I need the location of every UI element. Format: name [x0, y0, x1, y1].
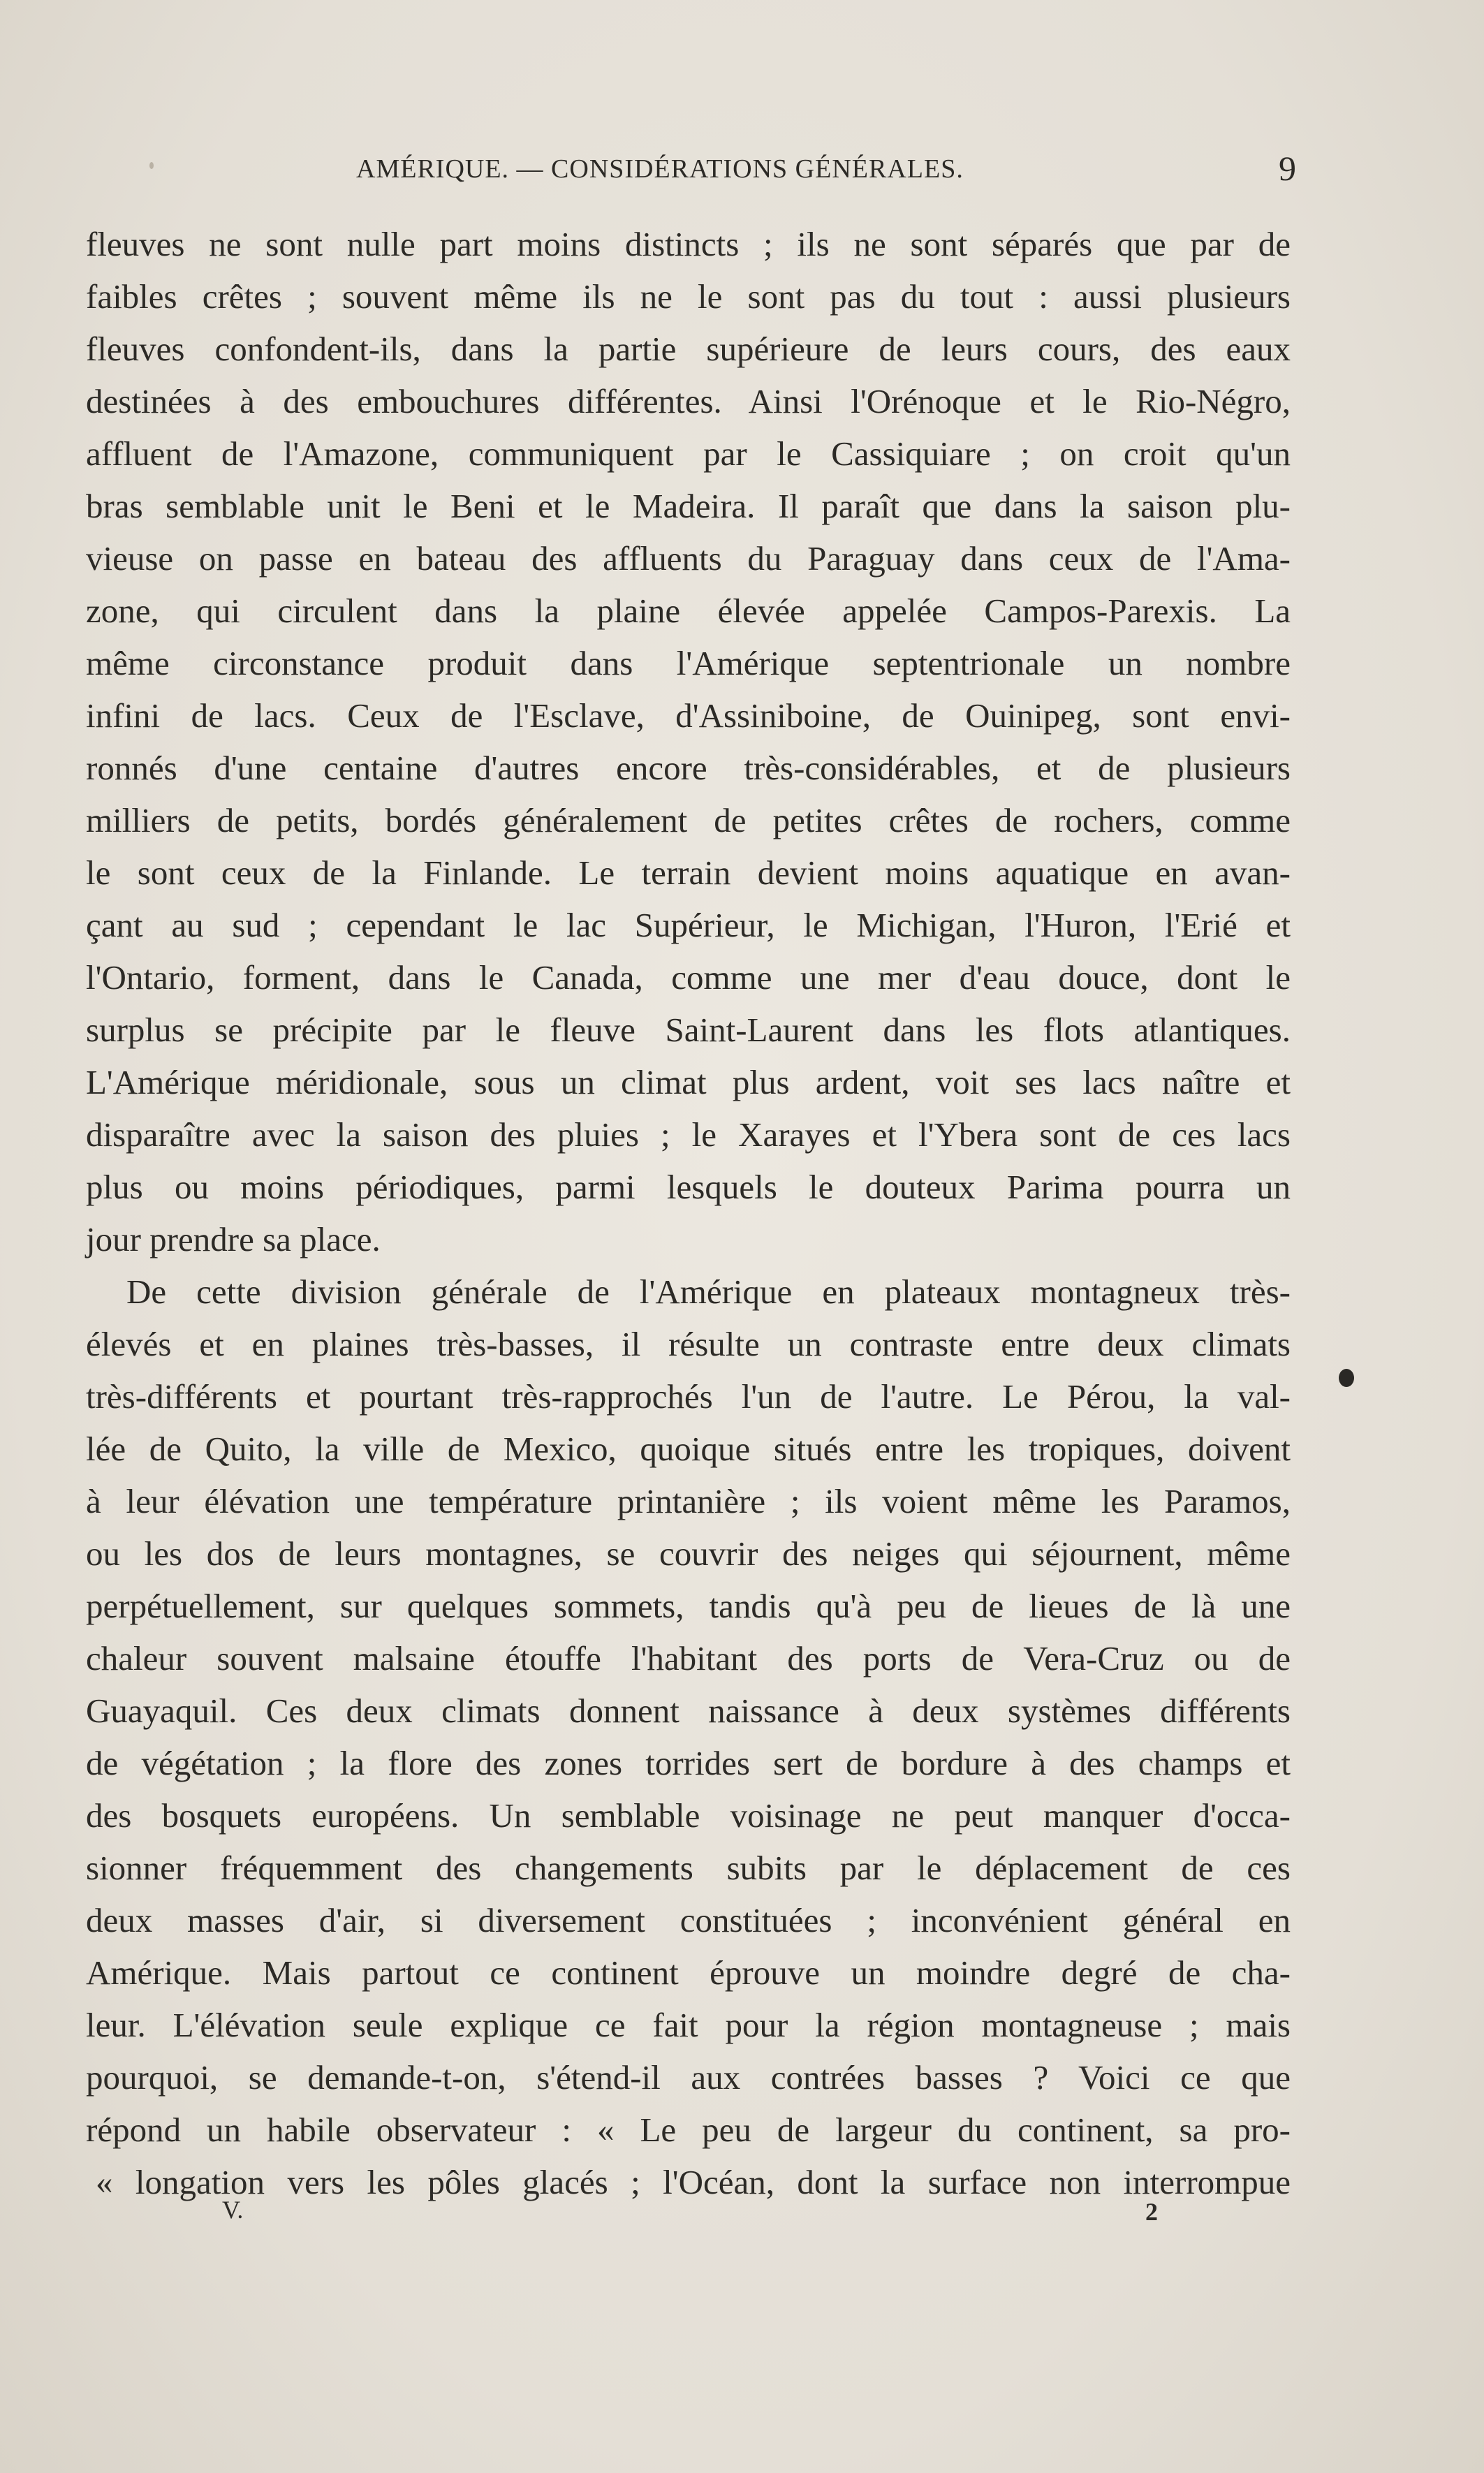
text-line: zone, qui circulent dans la plaine élevée appelée Campos-Parexis. La [86, 592, 1291, 630]
text-line: plus ou moins périodiques, parmi lesquels le douteux Parima pourra un [86, 1168, 1291, 1206]
text-line: fleuves ne sont nulle part moins distincts ; ils ne sont séparés que par de [86, 225, 1291, 263]
text-line: ronnés d'une centaine d'autres encore très-considérables, et de plusieurs [86, 749, 1291, 787]
text-line: lée de Quito, la ville de Mexico, quoique situés entre les tropiques, doivent [86, 1430, 1291, 1468]
running-header [356, 148, 1303, 190]
text-line: leur. L'élévation seule explique ce fait pour la région montagneuse ; mais [86, 2006, 1291, 2044]
text-line: surplus se précipite par le fleuve Saint-Laurent dans les flots atlantiques. [86, 1011, 1291, 1049]
running-title: AMÉRIQUE. — CONSIDÉRATIONS GÉNÉRALES. [356, 154, 964, 184]
text-line: pourquoi, se demande-t-on, s'étend-il aux contrées basses ? Voici ce que [86, 2058, 1291, 2097]
text-line: L'Amérique méridionale, sous un climat plus ardent, voit ses lacs naître et [86, 1063, 1291, 1101]
text-line: fleuves confondent-ils, dans la partie supérieure de leurs cours, des eaux [86, 330, 1291, 368]
text-line: l'Ontario, forment, dans le Canada, comme une mer d'eau douce, dont le [86, 958, 1291, 997]
text-line: Amérique. Mais partout ce continent éprouve un moindre degré de cha- [86, 1953, 1291, 1992]
text-line: vieuse on passe en bateau des affluents du Paraguay dans ceux de l'Ama- [86, 539, 1291, 578]
ink-dot [1339, 1369, 1354, 1387]
signature-mark: V. [222, 2196, 244, 2224]
paper-stain [149, 162, 154, 169]
text-line: bras semblable unit le Beni et le Madeira. Il paraît que dans la saison plu- [86, 487, 1291, 525]
text-line: ou les dos de leurs montagnes, se couvrir des neiges qui séjournent, même [86, 1534, 1291, 1573]
text-line: milliers de petits, bordés généralement de petites crêtes de rochers, comme [86, 801, 1291, 839]
text-line: deux masses d'air, si diversement constituées ; inconvénient général en [86, 1901, 1291, 1939]
text-line: à leur élévation une température printanière ; ils voient même les Paramos, [86, 1482, 1291, 1520]
text-line: çant au sud ; cependant le lac Supérieur, le Michigan, l'Huron, l'Erié et [86, 906, 1291, 944]
sheet-number: 2 [1145, 2198, 1158, 2226]
text-line: infini de lacs. Ceux de l'Esclave, d'Assiniboine, de Ouinipeg, sont envi- [86, 696, 1291, 735]
text-line: des bosquets européens. Un semblable voisinage ne peut manquer d'occa- [86, 1796, 1291, 1835]
text-line: chaleur souvent malsaine étouffe l'habitant des ports de Vera-Cruz ou de [86, 1639, 1291, 1678]
text-line: très-différents et pourtant très-rapprochés l'un de l'autre. Le Pérou, la val- [86, 1377, 1291, 1416]
text-line: De cette division générale de l'Amérique en plateaux montagneux très- [126, 1272, 1291, 1311]
text-line: Guayaquil. Ces deux climats donnent naissance à deux systèmes différents [86, 1692, 1291, 1730]
text-line: sionner fréquemment des changements subits par le déplacement de ces [86, 1849, 1291, 1887]
text-line: élevés et en plaines très-basses, il résulte un contraste entre deux climats [86, 1325, 1291, 1363]
text-line: perpétuellement, sur quelques sommets, tandis qu'à peu de lieues de là une [86, 1587, 1291, 1625]
text-line: le sont ceux de la Finlande. Le terrain devient moins aquatique en avan- [86, 853, 1291, 892]
text-line: affluent de l'Amazone, communiquent par le Cassiquiare ; on croit qu'un [86, 434, 1291, 473]
text-line: répond un habile observateur : « Le peu de largeur du continent, sa pro- [86, 2111, 1291, 2149]
text-line: faibles crêtes ; souvent même ils ne le sont pas du tout : aussi plusieurs [86, 277, 1291, 316]
text-line: disparaître avec la saison des pluies ; le Xarayes et l'Ybera sont de ces lacs [86, 1115, 1291, 1154]
page-number: 9 [1279, 149, 1296, 188]
text-line: « longation vers les pôles glacés ; l'Océan, dont la surface non interrompue [96, 2163, 1291, 2201]
text-line: même circonstance produit dans l'Amérique septentrionale un nombre [86, 644, 1291, 682]
body-text [86, 223, 1291, 2201]
text-line: jour prendre sa place. [86, 1220, 381, 1258]
text-line: destinées à des embouchures différentes. Ainsi l'Orénoque et le Rio-Négro, [86, 382, 1291, 420]
text-line: de végétation ; la flore des zones torrides sert de bordure à des champs et [86, 1744, 1291, 1782]
